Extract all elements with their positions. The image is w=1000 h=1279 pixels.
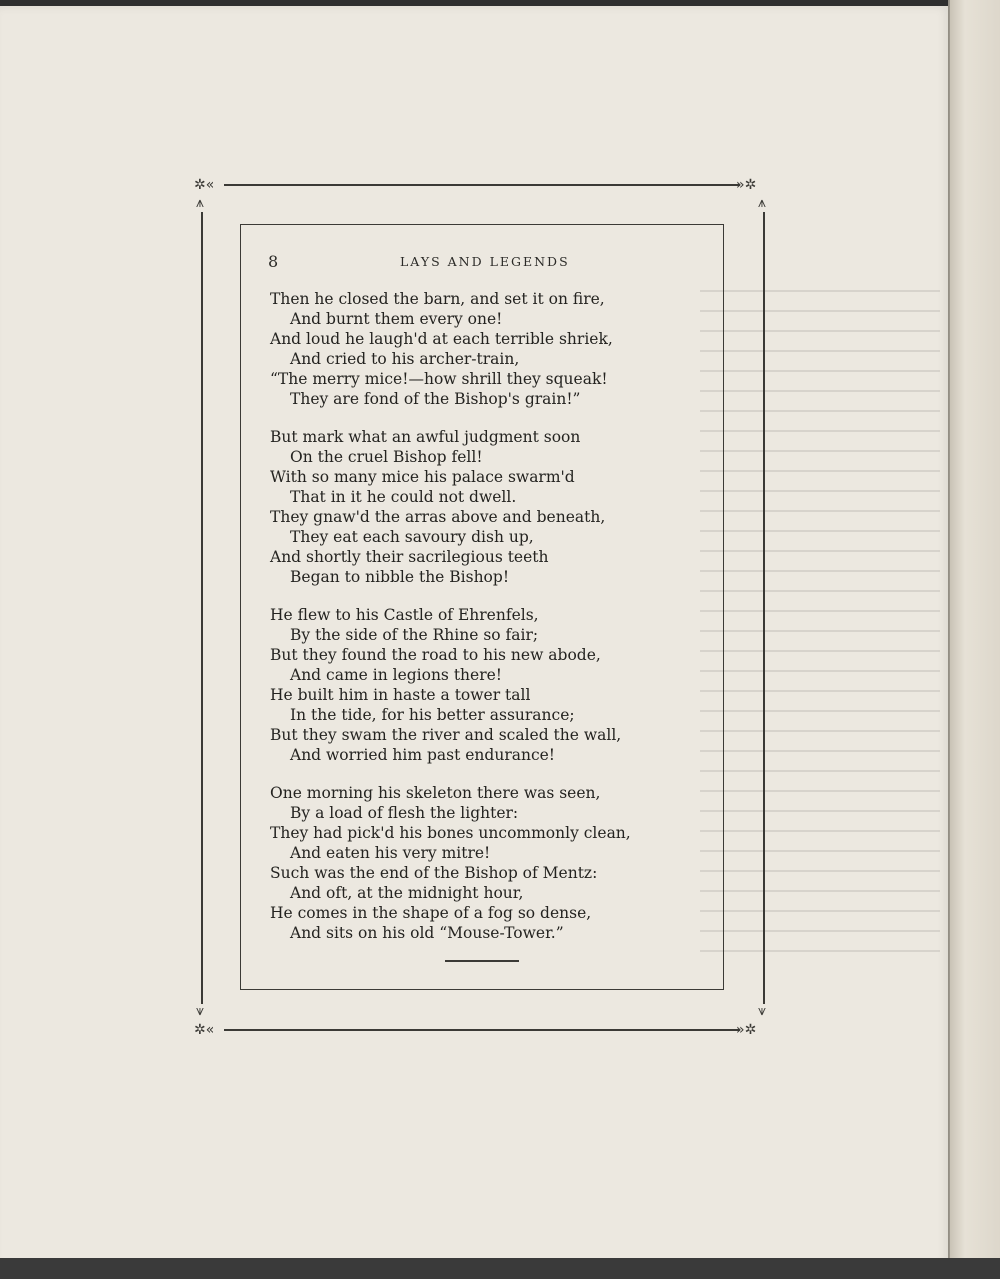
corner-ornament-top-left-icon: ✲« [194,177,215,193]
frame-bottom-rule [224,1029,740,1031]
stanza [270,427,710,587]
arrow-down-right-icon: ⩛ [758,1003,766,1019]
poem-line: With so many mice his palace swarm'd [270,468,575,486]
poem-line: And cried to his archer-train, [290,350,520,368]
poem-line: He built him in haste a tower tall [270,686,531,704]
facing-page-edge [950,0,1000,1279]
poem-body [270,289,710,961]
stanza [270,605,710,765]
poem-line: Began to nibble the Bishop! [290,568,510,586]
end-rule [445,960,519,962]
poem-line: In the tide, for his better assurance; [290,706,575,724]
show-through-text [700,290,940,970]
poem-line: That in it he could not dwell. [290,488,517,506]
poem-line: Then he closed the barn, and set it on fire, [270,290,605,308]
poem-line: They had pick'd his bones uncommonly clean, [270,824,631,842]
frame-right-rule [763,212,765,1004]
poem-line: He flew to his Castle of Ehrenfels, [270,606,539,624]
poem-line: By the side of the Rhine so fair; [290,626,539,644]
corner-ornament-bottom-left-icon: ✲« [194,1022,215,1038]
frame-left-rule [201,212,203,1004]
poem-line: But they swam the river and scaled the wall, [270,726,622,744]
poem-line: And worried him past endurance! [290,746,556,764]
scan-background [0,1258,1000,1279]
arrow-up-left-icon: ⩚ [196,195,204,211]
stanza [270,783,710,943]
poem-line: And eaten his very mitre! [290,844,491,862]
poem-line: They gnaw'd the arras above and beneath, [270,508,606,526]
page-number: 8 [268,252,279,271]
poem-line: By a load of flesh the lighter: [290,804,519,822]
arrow-down-left-icon: ⩛ [196,1003,204,1019]
poem-line: And sits on his old “Mouse-Tower.” [290,924,564,942]
poem-line: They are fond of the Bishop's grain!” [290,390,581,408]
poem-line: Such was the end of the Bishop of Mentz: [270,864,598,882]
poem-line: One morning his skeleton there was seen, [270,784,601,802]
corner-ornament-top-right-icon: »✲ [736,177,757,193]
corner-ornament-bottom-right-icon: »✲ [736,1022,757,1038]
poem-line: And loud he laugh'd at each terrible shriek, [270,330,613,348]
poem-line: And shortly their sacrilegious teeth [270,548,549,566]
poem-line: He comes in the shape of a fog so dense, [270,904,592,922]
poem-line: But mark what an awful judgment soon [270,428,581,446]
arrow-up-right-icon: ⩚ [758,195,766,211]
poem-line: And burnt them every one! [290,310,503,328]
poem-line: And oft, at the midnight hour, [290,884,524,902]
frame-top-rule [224,184,740,186]
poem-line: They eat each savoury dish up, [290,528,534,546]
poem-line: “The merry mice!—how shrill they squeak! [270,370,608,388]
running-title: LAYS AND LEGENDS [400,254,570,269]
poem-line: On the cruel Bishop fell! [290,448,483,466]
poem-line: And came in legions there! [290,666,503,684]
poem-line: But they found the road to his new abode, [270,646,601,664]
stanza [270,289,710,409]
